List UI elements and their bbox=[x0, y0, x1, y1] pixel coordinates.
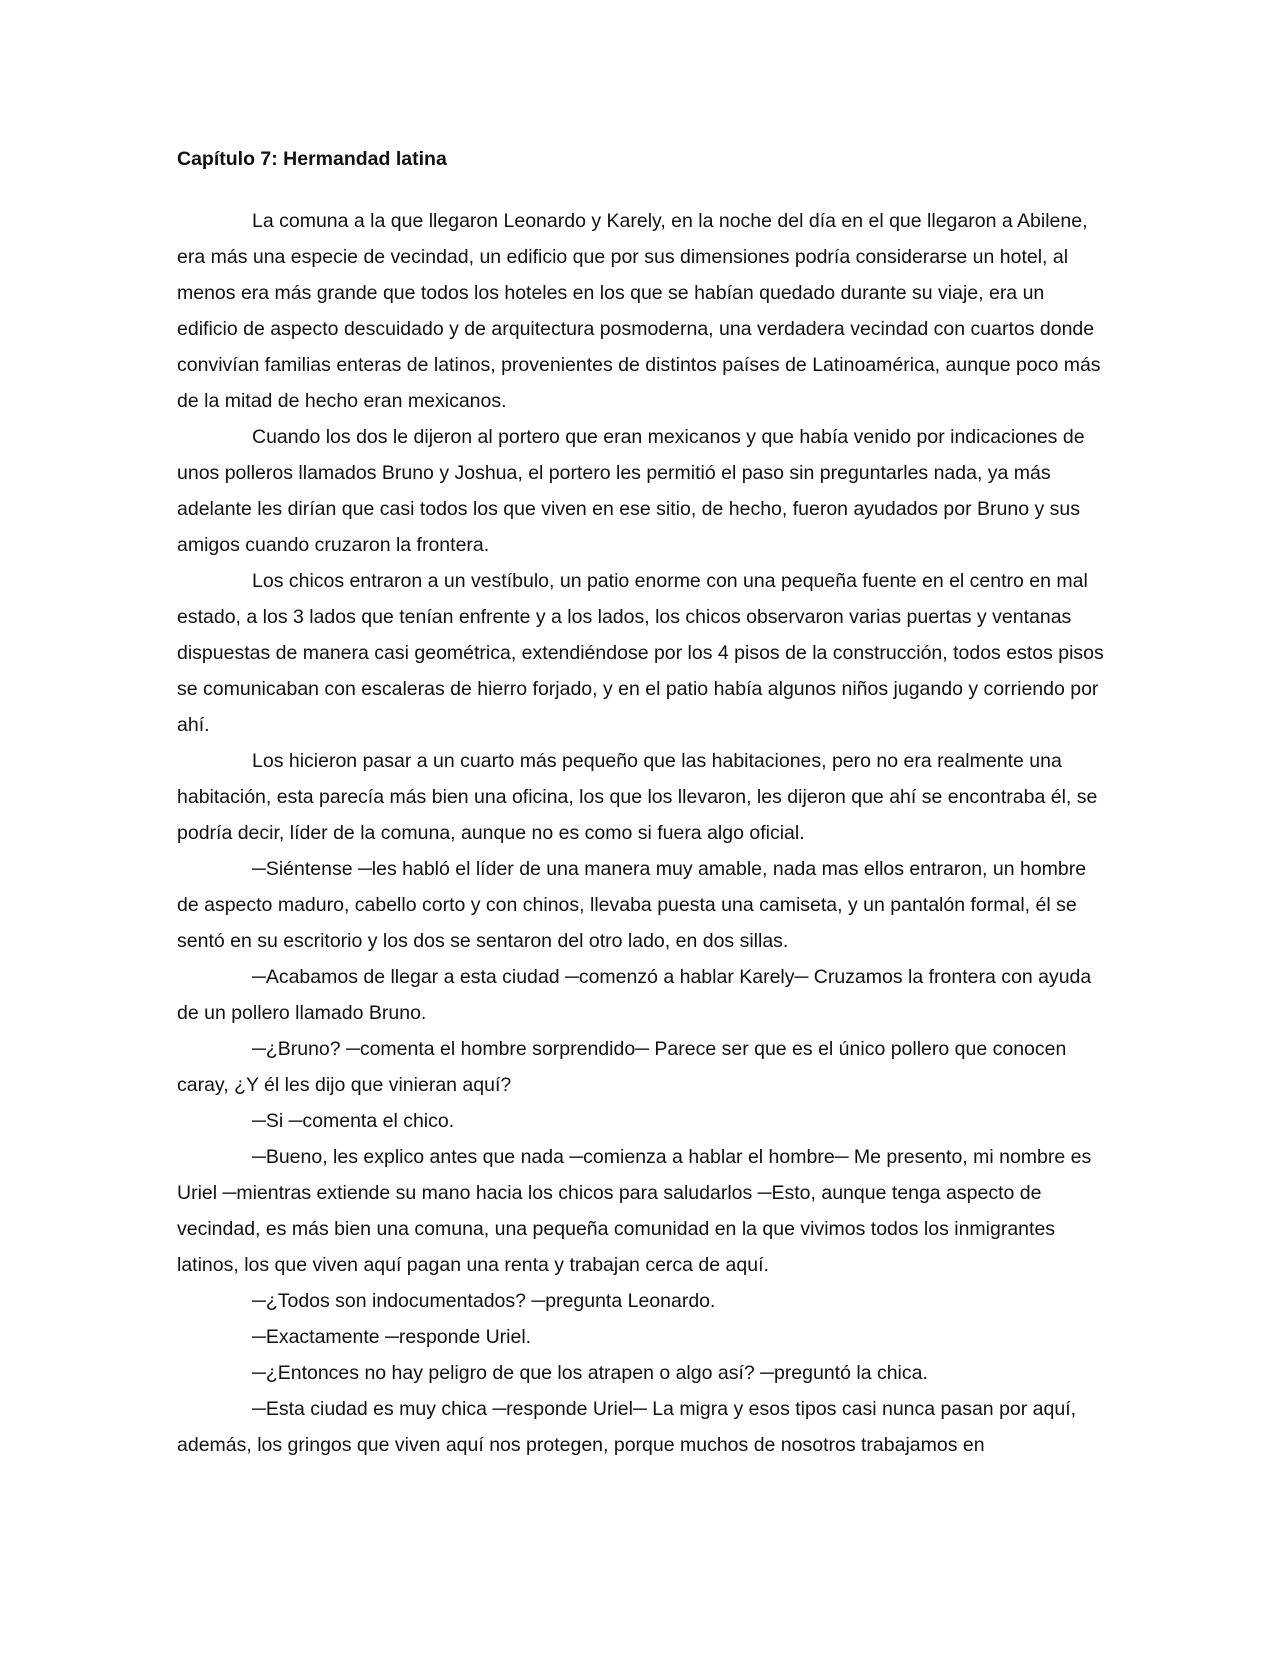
dialogue-paragraph: ─Esta ciudad es muy chica ─responde Uriel─ La migra y esos tipos casi nunca pasan por aquí, además, los gringos que viven aquí nos protegen, porque muchos de nosotros trabajamos en bbox=[177, 1398, 1077, 1456]
chapter-title: Capítulo 7: Hermandad latina bbox=[177, 148, 447, 170]
dialogue-paragraph: ─Si ─comenta el chico. bbox=[252, 1110, 455, 1132]
dialogue-paragraph: ─¿Bruno? ─comenta el hombre sorprendido─ Parece ser que es el único pollero que conocen caray, ¿Y él les dijo que vinieran aquí? bbox=[177, 1038, 1067, 1096]
paragraph: Cuando los dos le dijeron al portero que eran mexicanos y que había venido por indicaciones de unos polleros llamados Bruno y Joshua, el portero les permitió el paso sin preguntarles nada, ya más adelante les dirían que casi todos los que viven en ese sitio, de hecho, fueron ayudados por Bruno y sus amigos cuando cruzaron la frontera. bbox=[177, 426, 1085, 556]
paragraph: La comuna a la que llegaron Leonardo y Karely, en la noche del día en el que llegaron a Abilene, era más una especie de vecindad, un edificio que por sus dimensiones podría considerarse un hotel, al menos era más grande que todos los hoteles en los que se habían quedado durante su viaje, era un edificio de aspecto descuidado y de arquitectura posmoderna, una verdadera vecindad con cuartos donde convivían familias enteras de latinos, provenientes de distintos países de Latinoamérica, aunque poco más de la mitad de hecho eran mexicanos. bbox=[177, 210, 1101, 412]
dialogue-paragraph: ─Acabamos de llegar a esta ciudad ─comenzó a hablar Karely─ Cruzamos la frontera con ayuda de un pollero llamado Bruno. bbox=[177, 966, 1092, 1024]
document-body bbox=[177, 147, 1107, 1463]
dialogue-paragraph: ─Exactamente ─responde Uriel. bbox=[252, 1326, 532, 1348]
dialogue-paragraph: ─Siéntense ─les habló el líder de una manera muy amable, nada mas ellos entraron, un hombre de aspecto maduro, cabello corto y con chinos, llevaba puesta una camiseta, y un pantalón formal, él se sentó en su escritorio y los dos se sentaron del otro lado, en dos sillas. bbox=[177, 858, 1087, 952]
paragraph: Los chicos entraron a un vestíbulo, un patio enorme con una pequeña fuente en el centro en mal estado, a los 3 lados que tenían enfrente y a los lados, los chicos observaron varias puertas y ventanas dispuestas de manera casi geométrica, extendiéndose por los 4 pisos de la construcción, todos estos pisos se comunicaban con escaleras de hierro forjado, y en el patio había algunos niños jugando y corriendo por ahí. bbox=[177, 570, 1104, 736]
dialogue-paragraph: ─Bueno, les explico antes que nada ─comienza a hablar el hombre─ Me presento, mi nombre es Uriel ─mientras extiende su mano hacia los chicos para saludarlos ─Esto, aunque tenga aspecto de vecindad, es más bien una comuna, una pequeña comunidad en la que vivimos todos los inmigrantes latinos, los que viven aquí pagan una renta y trabajan cerca de aquí. bbox=[177, 1146, 1092, 1276]
paragraph: Los hicieron pasar a un cuarto más pequeño que las habitaciones, pero no era realmente una habitación, esta parecía más bien una oficina, los que los llevaron, les dijeron que ahí se encontraba él, se podría decir, líder de la comuna, aunque no es como si fuera algo oficial. bbox=[177, 750, 1098, 844]
dialogue-paragraph: ─¿Entonces no hay peligro de que los atrapen o algo así? ─preguntó la chica. bbox=[252, 1362, 928, 1384]
dialogue-paragraph: ─¿Todos son indocumentados? ─pregunta Leonardo. bbox=[252, 1290, 716, 1312]
